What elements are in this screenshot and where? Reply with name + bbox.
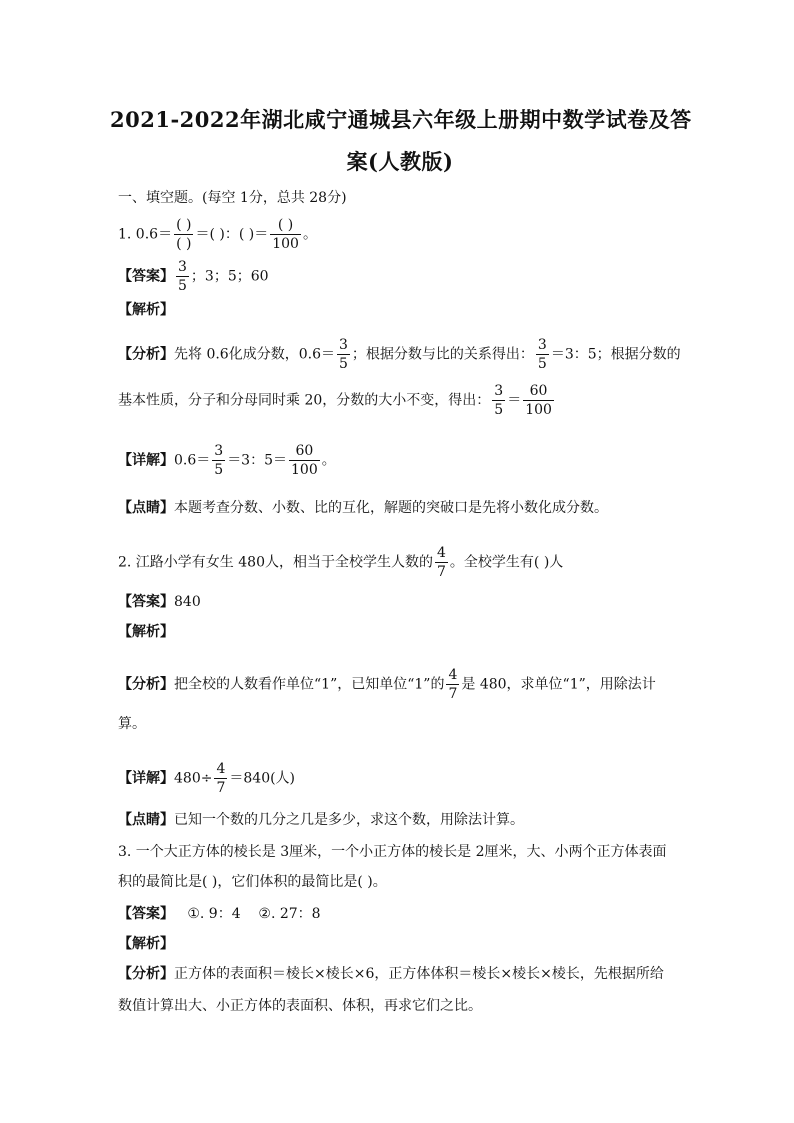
frac-num: 3 <box>178 259 187 275</box>
frac-num: 4 <box>436 545 446 561</box>
q2-comment <box>118 810 524 830</box>
q3-fenxi-line1 <box>118 964 664 984</box>
q1-analysis-text-b: ；根据分数与比的关系得出： <box>351 346 534 363</box>
analysis-label: 【解析】 <box>118 302 174 318</box>
frac-den: 5 <box>537 356 547 372</box>
detail-label: 【详解】 <box>118 452 174 469</box>
q2-fenxi-line1 <box>118 666 656 703</box>
q2-detail-b: ＝840(人) <box>229 770 296 787</box>
question-3-line2: 积的最简比是( )，它们体积的最简比是( )。 <box>118 874 387 890</box>
q3-answer <box>118 904 321 924</box>
fraction-4-7 <box>446 666 459 703</box>
frac-den: 7 <box>448 686 458 702</box>
frac-den: 100 <box>291 462 318 478</box>
q2-text-a: 2. 江路小学有女生 480人，相当于全校学生人数的 <box>118 554 433 571</box>
frac-num: 3 <box>214 443 224 459</box>
q1-end: 。 <box>302 226 317 243</box>
question-2 <box>118 544 563 581</box>
q2-detail <box>118 760 295 797</box>
q2-answer <box>118 592 201 612</box>
frac-num: 4 <box>216 761 226 777</box>
detail-label: 【详解】 <box>118 770 174 787</box>
frac-num: 3 <box>537 337 547 353</box>
fenxi-label: 【分析】 <box>118 346 174 363</box>
frac-num: 3 <box>494 383 504 399</box>
q2-answer-value: 840 <box>174 594 201 610</box>
section-heading: 一、填空题。(每空 1分，总共 28分) <box>118 190 347 206</box>
q2-text-b: 。全校学生有( )人 <box>449 554 564 571</box>
fraction-3-5 <box>337 336 350 373</box>
q3-answer-value: ①. 9：4 ②. 27：8 <box>174 906 321 922</box>
frac-num: 60 <box>289 442 320 461</box>
frac-den: 100 <box>525 402 552 418</box>
frac-den: 7 <box>216 780 226 796</box>
q3-analysis-1: 正方体的表面积＝棱长×棱长×6，正方体体积＝棱长×棱长×棱长，先根据所给 <box>174 966 664 982</box>
q1-comment <box>118 498 608 518</box>
q1-blank-den: ( ) <box>176 236 192 252</box>
answer-label: 【答案】 <box>118 906 174 922</box>
frac-den: 5 <box>338 356 348 372</box>
fraction-3-5 <box>492 382 505 419</box>
q1-fenxi-line1 <box>118 336 681 373</box>
frac-den: 7 <box>436 564 446 580</box>
q1-analysis-text-c: ＝3：5；根据分数的 <box>550 346 681 363</box>
q1-den-100: 100 <box>272 236 299 252</box>
fraction-4-7 <box>435 544 448 581</box>
frac-num: 3 <box>338 337 348 353</box>
equals-sign: ＝ <box>507 392 522 409</box>
q3-fenxi-line2: 数值计算出大、小正方体的表面积、体积，再求它们之比。 <box>118 998 482 1014</box>
fraction-60-100 <box>523 382 554 419</box>
q1-comment-text: 本题考查分数、小数、比的互化，解题的突破口是先将小数化成分数。 <box>174 500 608 516</box>
analysis-label: 【解析】 <box>118 936 174 952</box>
frac-num: 60 <box>523 382 554 401</box>
q1-analysis2-text: 基本性质，分子和分母同时乘 20，分数的大小不变，得出： <box>118 392 491 409</box>
fraction-4-7 <box>214 760 227 797</box>
fraction-3-5 <box>212 442 225 479</box>
answer-label: 【答案】 <box>118 594 174 610</box>
q1-detail-a: 0.6＝ <box>174 452 211 469</box>
fenxi-label: 【分析】 <box>118 676 174 693</box>
question-1 <box>118 216 317 253</box>
q1-detail-b: ＝3：5＝ <box>227 452 288 469</box>
q1-detail-end: 。 <box>321 452 336 469</box>
q1-prefix: 1. 0.6＝ <box>118 226 173 243</box>
answer-label: 【答案】 <box>118 268 174 285</box>
q1-answer-fraction <box>176 258 189 295</box>
q1-fraction-blank <box>174 216 193 253</box>
comment-label: 【点睛】 <box>118 812 174 828</box>
q3-analysis-label <box>118 934 174 954</box>
q1-answer-rest: ；3；5；60 <box>190 268 269 285</box>
q2-analysis-label <box>118 622 174 642</box>
frac-num: 4 <box>448 667 458 683</box>
frac-den: 5 <box>214 462 224 478</box>
comment-label: 【点睛】 <box>118 500 174 516</box>
fraction-60-100 <box>289 442 320 479</box>
q1-analysis-label <box>118 300 174 320</box>
q1-fenxi-line2 <box>118 382 556 419</box>
q2-fenxi-line2: 算。 <box>118 716 146 732</box>
q2-comment-text: 已知一个数的几分之几是多少，求这个数，用除法计算。 <box>174 812 524 828</box>
q2-detail-a: 480÷ <box>174 770 213 787</box>
q1-detail <box>118 442 336 479</box>
document-title-line1: 2021-2022年湖北咸宁通城县六年级上册期中数学试卷及答 <box>110 107 692 132</box>
q1-middle: ＝( )：( )＝ <box>195 226 269 243</box>
q1-answer <box>118 258 269 295</box>
q1-blank-num100: ( ) <box>270 216 301 235</box>
frac-den: 5 <box>178 278 187 294</box>
q2-analysis-b: 是 480，求单位“1”，用除法计 <box>461 676 656 693</box>
fenxi-label: 【分析】 <box>118 966 174 982</box>
question-3-line1: 3. 一个大正方体的棱长是 3厘米，一个小正方体的棱长是 2厘米，大、小两个正方体表面 <box>118 844 667 860</box>
q2-analysis-a: 把全校的人数看作单位“1”，已知单位“1”的 <box>174 676 445 693</box>
frac-den: 5 <box>494 402 504 418</box>
analysis-label: 【解析】 <box>118 624 174 640</box>
q1-blank-num: ( ) <box>176 217 192 233</box>
q1-analysis-text-a: 先将 0.6化成分数，0.6＝ <box>174 346 335 363</box>
q1-fraction-100 <box>270 216 301 253</box>
fraction-3-5 <box>536 336 549 373</box>
document-title-line2: 案(人教版) <box>346 149 454 174</box>
